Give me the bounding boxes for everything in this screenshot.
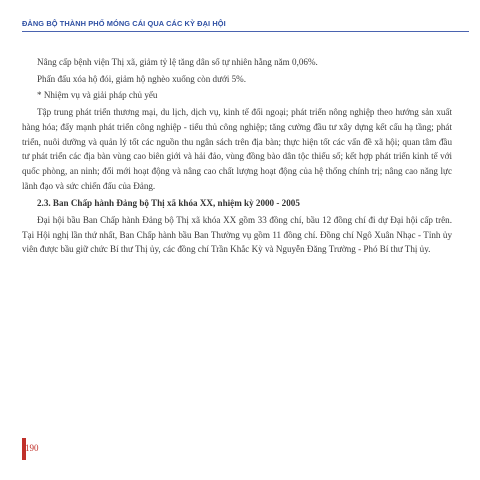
running-header: ĐẢNG BỘ THÀNH PHỐ MÓNG CÁI QUA CÁC KỲ ĐẠI HỘI <box>22 19 226 28</box>
body-text <box>22 55 452 259</box>
paragraph: Đại hội bầu Ban Chấp hành Đảng bộ Thị xã khóa XX gồm 33 đồng chí, bầu 12 đồng chí đi dự Đại hội cấp trên. Tại Hội nghị lần thứ nhất, Ban Chấp hành bầu Ban Thường vụ gồm 11 đồng chí. Đồng chí Ngô Xuân Nhạc - Tỉnh ủy viên được bầu giữ chức Bí thư Thị ủy, các đồng chí Trần Khắc Kỳ và Nguyễn Đăng Trường - Phó Bí thư Thị ủy. <box>22 215 452 255</box>
paragraph: Phấn đấu xóa hộ đói, giảm hộ nghèo xuống còn dưới 5%. <box>37 73 247 84</box>
paragraph: Tập trung phát triển thương mại, du lịch, dịch vụ, kinh tế đối ngoại; phát triển nông nghiệp theo hướng sản xuất hàng hóa; đẩy mạnh phát triển công nghiệp - tiểu thủ công nghiệp; tăng cường đầu tư xây dựng kết cấu hạ tầng; phát triển, nuôi dưỡng và quản lý tốt các nguồn thu ngân sách trên địa bàn; thực hiện tốt các vấn đề xã hội; quan tâm đầu tư phát triển các địa bàn vùng cao biên giới và hải đảo, vùng đồng bào dân tộc thiểu số; kết hợp phát triển kinh tế với quốc phòng, an ninh; đổi mới hoạt động và nâng cao chất lượng hoạt động của hệ thống chính trị; nâng cao năng lực lãnh đạo và sức chiến đấu của Đảng. <box>22 107 452 191</box>
header-rule <box>22 31 469 32</box>
subheading: * Nhiệm vụ và giải pháp chủ yếu <box>37 90 158 101</box>
page-number: 190 <box>25 443 39 453</box>
section-heading: 2.3. Ban Chấp hành Đảng bộ Thị xã khóa XX, nhiệm kỳ 2000 - 2005 <box>37 198 300 209</box>
paragraph: Nâng cấp bệnh viện Thị xã, giảm tỷ lệ tăng dân số tự nhiên hằng năm 0,06%. <box>37 57 318 67</box>
